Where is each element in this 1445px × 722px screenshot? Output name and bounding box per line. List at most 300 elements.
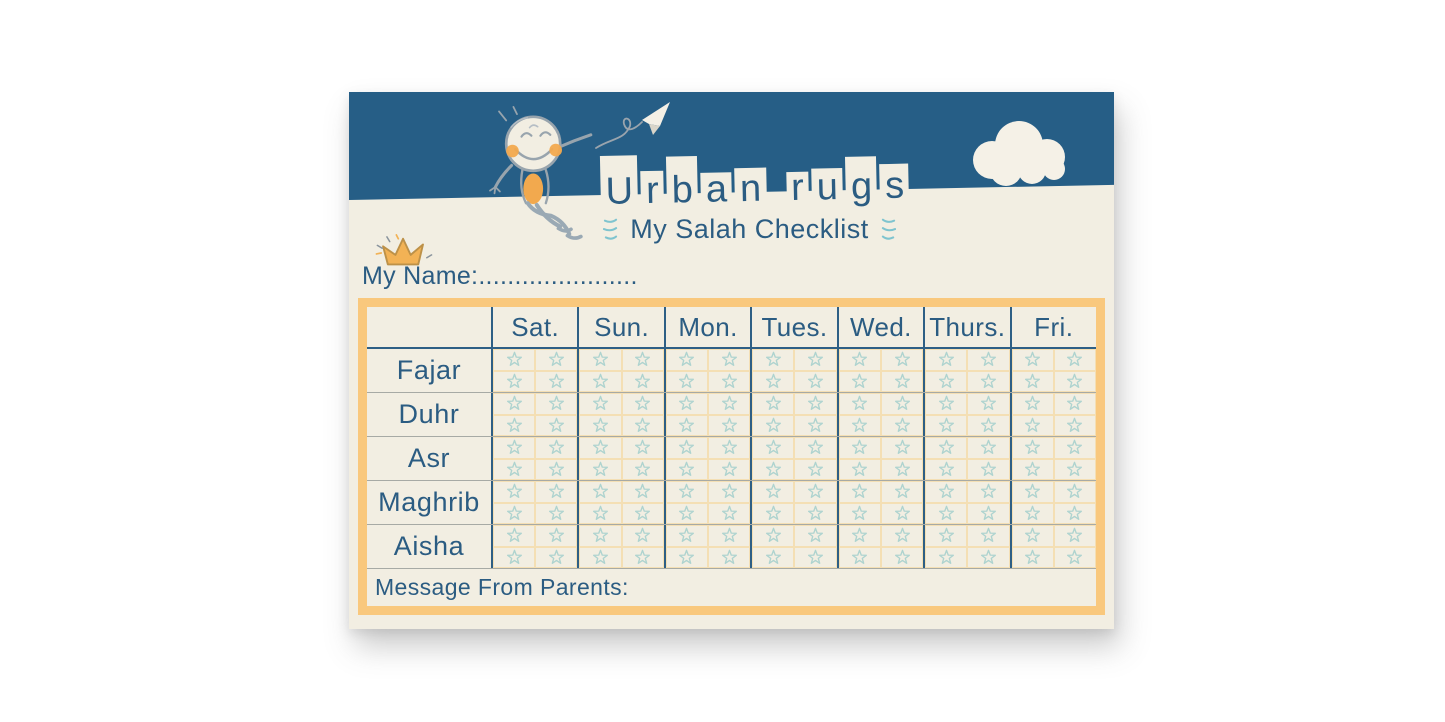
star-slot bbox=[1012, 547, 1054, 569]
star-outline-icon bbox=[1023, 350, 1042, 369]
star-slot bbox=[1054, 459, 1096, 481]
salah-table bbox=[358, 298, 1105, 615]
star-slot bbox=[752, 437, 794, 459]
star-outline-icon bbox=[850, 548, 869, 567]
star-slot bbox=[708, 415, 750, 437]
star-cell bbox=[750, 481, 836, 524]
star-outline-icon bbox=[505, 372, 524, 391]
star-slot bbox=[752, 481, 794, 503]
star-outline-icon bbox=[893, 394, 912, 413]
star-outline-icon bbox=[547, 394, 566, 413]
star-outline-icon bbox=[764, 548, 783, 567]
star-cell bbox=[664, 481, 750, 524]
star-slot bbox=[881, 349, 923, 371]
star-outline-icon bbox=[764, 460, 783, 479]
star-outline-icon bbox=[720, 460, 739, 479]
star-outline-icon bbox=[893, 416, 912, 435]
star-outline-icon bbox=[505, 416, 524, 435]
star-slot bbox=[1012, 437, 1054, 459]
my-name-label: My Name: bbox=[362, 262, 479, 290]
star-slot bbox=[666, 437, 708, 459]
star-slot bbox=[839, 481, 881, 503]
star-outline-icon bbox=[591, 372, 610, 391]
star-outline-icon bbox=[677, 504, 696, 523]
star-outline-icon bbox=[505, 460, 524, 479]
star-slot bbox=[1054, 415, 1096, 437]
star-slot bbox=[708, 349, 750, 371]
star-outline-icon bbox=[850, 526, 869, 545]
star-slot bbox=[493, 371, 535, 393]
logo-letter-block: s bbox=[880, 164, 910, 203]
star-slot bbox=[794, 525, 836, 547]
star-outline-icon bbox=[937, 548, 956, 567]
star-slot bbox=[967, 547, 1009, 569]
star-slot bbox=[708, 371, 750, 393]
star-slot bbox=[622, 349, 664, 371]
star-slot bbox=[1012, 481, 1054, 503]
star-slot bbox=[535, 349, 577, 371]
star-slot bbox=[579, 349, 621, 371]
star-outline-icon bbox=[677, 350, 696, 369]
star-outline-icon bbox=[1023, 504, 1042, 523]
star-slot bbox=[839, 459, 881, 481]
star-cell bbox=[1010, 349, 1096, 392]
star-slot bbox=[666, 349, 708, 371]
star-slot bbox=[881, 547, 923, 569]
star-outline-icon bbox=[937, 526, 956, 545]
star-outline-icon bbox=[677, 526, 696, 545]
salah-table-body bbox=[367, 307, 1096, 606]
star-outline-icon bbox=[893, 438, 912, 457]
star-outline-icon bbox=[633, 526, 652, 545]
star-cell bbox=[491, 481, 577, 524]
star-outline-icon bbox=[806, 548, 825, 567]
child-doodle-icon bbox=[481, 105, 598, 251]
star-outline-icon bbox=[806, 504, 825, 523]
star-outline-icon bbox=[547, 504, 566, 523]
star-slot bbox=[1054, 481, 1096, 503]
star-slot bbox=[967, 393, 1009, 415]
star-outline-icon bbox=[591, 394, 610, 413]
star-slot bbox=[752, 371, 794, 393]
star-slot bbox=[925, 481, 967, 503]
star-cell bbox=[923, 437, 1009, 480]
star-outline-icon bbox=[764, 372, 783, 391]
star-cell bbox=[750, 393, 836, 436]
star-cell bbox=[577, 481, 663, 524]
star-slot bbox=[1012, 503, 1054, 525]
star-outline-icon bbox=[937, 416, 956, 435]
star-slot bbox=[493, 437, 535, 459]
star-cell bbox=[837, 349, 923, 392]
day-header: Wed. bbox=[837, 307, 923, 347]
star-outline-icon bbox=[1065, 482, 1084, 501]
star-outline-icon bbox=[505, 350, 524, 369]
star-slot bbox=[666, 503, 708, 525]
star-slot bbox=[1054, 503, 1096, 525]
star-outline-icon bbox=[893, 526, 912, 545]
star-outline-icon bbox=[591, 526, 610, 545]
star-outline-icon bbox=[979, 350, 998, 369]
star-slot bbox=[579, 525, 621, 547]
star-outline-icon bbox=[893, 548, 912, 567]
star-slot bbox=[493, 481, 535, 503]
star-slot bbox=[752, 525, 794, 547]
star-outline-icon bbox=[505, 394, 524, 413]
star-slot bbox=[1012, 459, 1054, 481]
star-outline-icon bbox=[806, 438, 825, 457]
star-slot bbox=[535, 525, 577, 547]
star-slot bbox=[708, 459, 750, 481]
star-outline-icon bbox=[547, 416, 566, 435]
star-outline-icon bbox=[633, 416, 652, 435]
star-slot bbox=[925, 525, 967, 547]
star-outline-icon bbox=[806, 394, 825, 413]
star-outline-icon bbox=[547, 350, 566, 369]
logo-letter-block: U bbox=[600, 155, 639, 208]
star-cell bbox=[1010, 481, 1096, 524]
star-slot bbox=[881, 415, 923, 437]
star-slot bbox=[752, 415, 794, 437]
star-outline-icon bbox=[979, 416, 998, 435]
star-cell bbox=[750, 349, 836, 392]
star-outline-icon bbox=[591, 548, 610, 567]
star-outline-icon bbox=[720, 504, 739, 523]
star-slot bbox=[794, 415, 836, 437]
star-slot bbox=[794, 481, 836, 503]
star-outline-icon bbox=[979, 482, 998, 501]
star-outline-icon bbox=[764, 394, 783, 413]
star-cell bbox=[1010, 525, 1096, 568]
star-outline-icon bbox=[720, 482, 739, 501]
star-outline-icon bbox=[633, 548, 652, 567]
star-outline-icon bbox=[1023, 548, 1042, 567]
star-slot bbox=[881, 437, 923, 459]
star-outline-icon bbox=[677, 438, 696, 457]
star-slot bbox=[881, 459, 923, 481]
star-outline-icon bbox=[850, 438, 869, 457]
star-slot bbox=[794, 503, 836, 525]
star-cell bbox=[491, 349, 577, 392]
star-slot bbox=[881, 525, 923, 547]
star-outline-icon bbox=[547, 548, 566, 567]
prayer-label: Duhr bbox=[398, 399, 460, 429]
logo-letter-block: r bbox=[641, 171, 664, 207]
star-cell bbox=[837, 393, 923, 436]
star-outline-icon bbox=[720, 548, 739, 567]
star-slot bbox=[794, 547, 836, 569]
star-outline-icon bbox=[850, 394, 869, 413]
star-slot bbox=[622, 437, 664, 459]
star-slot bbox=[493, 349, 535, 371]
star-slot bbox=[493, 415, 535, 437]
star-cell bbox=[837, 437, 923, 480]
star-slot bbox=[493, 393, 535, 415]
star-outline-icon bbox=[1023, 460, 1042, 479]
star-outline-icon bbox=[806, 372, 825, 391]
star-outline-icon bbox=[720, 526, 739, 545]
star-outline-icon bbox=[591, 416, 610, 435]
star-slot bbox=[794, 349, 836, 371]
prayer-label: Fajar bbox=[396, 355, 462, 385]
star-outline-icon bbox=[547, 460, 566, 479]
star-outline-icon bbox=[505, 504, 524, 523]
star-slot bbox=[708, 547, 750, 569]
star-slot bbox=[535, 371, 577, 393]
star-slot bbox=[1054, 371, 1096, 393]
star-outline-icon bbox=[979, 394, 998, 413]
star-slot bbox=[622, 393, 664, 415]
message-row bbox=[367, 569, 1096, 606]
star-slot bbox=[925, 415, 967, 437]
star-outline-icon bbox=[806, 416, 825, 435]
star-outline-icon bbox=[1065, 526, 1084, 545]
star-slot bbox=[752, 459, 794, 481]
logo-letter-block: g bbox=[845, 156, 877, 203]
star-slot bbox=[794, 371, 836, 393]
star-slot bbox=[535, 393, 577, 415]
star-slot bbox=[967, 371, 1009, 393]
star-slot bbox=[666, 459, 708, 481]
star-slot bbox=[1012, 371, 1054, 393]
star-outline-icon bbox=[633, 460, 652, 479]
star-outline-icon bbox=[1065, 350, 1084, 369]
star-outline-icon bbox=[937, 350, 956, 369]
star-outline-icon bbox=[1065, 438, 1084, 457]
star-cell bbox=[1010, 393, 1096, 436]
star-outline-icon bbox=[1023, 394, 1042, 413]
star-outline-icon bbox=[1065, 460, 1084, 479]
star-slot bbox=[794, 393, 836, 415]
star-outline-icon bbox=[1023, 372, 1042, 391]
star-slot bbox=[1054, 525, 1096, 547]
day-header: Mon. bbox=[664, 307, 750, 347]
star-slot bbox=[967, 415, 1009, 437]
star-outline-icon bbox=[850, 460, 869, 479]
star-outline-icon bbox=[677, 482, 696, 501]
star-slot bbox=[1012, 349, 1054, 371]
star-outline-icon bbox=[979, 526, 998, 545]
star-slot bbox=[839, 393, 881, 415]
star-outline-icon bbox=[633, 350, 652, 369]
star-outline-icon bbox=[937, 482, 956, 501]
star-outline-icon bbox=[1023, 526, 1042, 545]
star-slot bbox=[839, 503, 881, 525]
logo-letter-block: r bbox=[786, 172, 809, 204]
star-slot bbox=[967, 349, 1009, 371]
star-slot bbox=[752, 503, 794, 525]
star-outline-icon bbox=[1023, 416, 1042, 435]
star-outline-icon bbox=[720, 438, 739, 457]
corner-cell bbox=[367, 307, 491, 347]
star-outline-icon bbox=[893, 504, 912, 523]
star-outline-icon bbox=[633, 504, 652, 523]
star-outline-icon bbox=[591, 438, 610, 457]
day-header: Thurs. bbox=[923, 307, 1009, 347]
star-outline-icon bbox=[677, 548, 696, 567]
star-cell bbox=[923, 481, 1009, 524]
star-outline-icon bbox=[850, 416, 869, 435]
logo-letter-block: a bbox=[701, 172, 733, 206]
star-slot bbox=[622, 547, 664, 569]
star-slot bbox=[839, 349, 881, 371]
star-outline-icon bbox=[677, 372, 696, 391]
star-slot bbox=[881, 371, 923, 393]
star-slot bbox=[925, 503, 967, 525]
star-slot bbox=[708, 503, 750, 525]
star-slot bbox=[622, 371, 664, 393]
star-slot bbox=[579, 459, 621, 481]
star-slot bbox=[752, 349, 794, 371]
star-outline-icon bbox=[764, 350, 783, 369]
star-slot bbox=[925, 371, 967, 393]
day-header: Fri. bbox=[1010, 307, 1096, 347]
star-outline-icon bbox=[633, 438, 652, 457]
star-slot bbox=[579, 437, 621, 459]
star-slot bbox=[493, 459, 535, 481]
star-outline-icon bbox=[633, 394, 652, 413]
star-outline-icon bbox=[505, 482, 524, 501]
cloud-icon bbox=[962, 112, 1074, 190]
star-cell bbox=[491, 437, 577, 480]
star-slot bbox=[493, 503, 535, 525]
star-outline-icon bbox=[1065, 416, 1084, 435]
star-cell bbox=[577, 525, 663, 568]
star-outline-icon bbox=[1065, 372, 1084, 391]
star-outline-icon bbox=[893, 350, 912, 369]
star-outline-icon bbox=[720, 372, 739, 391]
star-outline-icon bbox=[806, 350, 825, 369]
prayer-row bbox=[367, 525, 1096, 569]
star-outline-icon bbox=[764, 482, 783, 501]
star-slot bbox=[1054, 393, 1096, 415]
star-slot bbox=[579, 547, 621, 569]
star-cell bbox=[837, 525, 923, 568]
day-header: Sat. bbox=[491, 307, 577, 347]
star-slot bbox=[1012, 525, 1054, 547]
logo-letter-block: n bbox=[735, 168, 767, 206]
star-slot bbox=[752, 393, 794, 415]
salah-checklist-poster bbox=[349, 92, 1114, 629]
star-slot bbox=[1012, 415, 1054, 437]
poster-subtitle: My Salah Checklist bbox=[630, 214, 869, 244]
star-outline-icon bbox=[547, 526, 566, 545]
star-outline-icon bbox=[1065, 394, 1084, 413]
star-outline-icon bbox=[893, 372, 912, 391]
star-outline-icon bbox=[677, 394, 696, 413]
prayer-row bbox=[367, 349, 1096, 393]
star-slot bbox=[622, 415, 664, 437]
star-outline-icon bbox=[505, 526, 524, 545]
star-outline-icon bbox=[677, 416, 696, 435]
star-slot bbox=[493, 547, 535, 569]
star-slot bbox=[535, 547, 577, 569]
star-slot bbox=[967, 481, 1009, 503]
logo-letter-block: u bbox=[811, 168, 843, 204]
star-slot bbox=[1012, 393, 1054, 415]
star-outline-icon bbox=[937, 372, 956, 391]
star-slot bbox=[493, 525, 535, 547]
star-slot bbox=[579, 415, 621, 437]
sparkle-accent-icon bbox=[881, 216, 896, 244]
star-outline-icon bbox=[1023, 438, 1042, 457]
star-cell bbox=[491, 393, 577, 436]
star-slot bbox=[967, 437, 1009, 459]
star-cell bbox=[577, 393, 663, 436]
star-outline-icon bbox=[937, 438, 956, 457]
star-outline-icon bbox=[979, 504, 998, 523]
day-header: Tues. bbox=[750, 307, 836, 347]
prayer-row bbox=[367, 393, 1096, 437]
star-cell bbox=[923, 349, 1009, 392]
star-outline-icon bbox=[633, 482, 652, 501]
star-slot bbox=[967, 459, 1009, 481]
star-outline-icon bbox=[547, 482, 566, 501]
star-slot bbox=[708, 525, 750, 547]
star-slot bbox=[579, 503, 621, 525]
star-slot bbox=[535, 437, 577, 459]
star-slot bbox=[666, 525, 708, 547]
star-slot bbox=[622, 481, 664, 503]
star-slot bbox=[535, 503, 577, 525]
star-outline-icon bbox=[764, 438, 783, 457]
star-outline-icon bbox=[1023, 482, 1042, 501]
star-outline-icon bbox=[720, 350, 739, 369]
star-outline-icon bbox=[979, 548, 998, 567]
star-outline-icon bbox=[850, 350, 869, 369]
star-outline-icon bbox=[937, 394, 956, 413]
star-outline-icon bbox=[505, 548, 524, 567]
star-slot bbox=[881, 481, 923, 503]
star-slot bbox=[1054, 349, 1096, 371]
star-outline-icon bbox=[720, 394, 739, 413]
star-slot bbox=[967, 525, 1009, 547]
star-outline-icon bbox=[979, 438, 998, 457]
star-outline-icon bbox=[850, 504, 869, 523]
star-slot bbox=[925, 393, 967, 415]
star-outline-icon bbox=[806, 482, 825, 501]
star-slot bbox=[535, 415, 577, 437]
star-slot bbox=[752, 547, 794, 569]
star-slot bbox=[666, 481, 708, 503]
star-slot bbox=[839, 371, 881, 393]
star-slot bbox=[925, 349, 967, 371]
prayer-label: Maghrib bbox=[378, 487, 480, 517]
star-slot bbox=[881, 393, 923, 415]
star-slot bbox=[925, 547, 967, 569]
star-outline-icon bbox=[591, 482, 610, 501]
star-outline-icon bbox=[806, 460, 825, 479]
star-outline-icon bbox=[547, 438, 566, 457]
star-slot bbox=[708, 481, 750, 503]
star-slot bbox=[579, 393, 621, 415]
star-outline-icon bbox=[591, 460, 610, 479]
day-header: Sun. bbox=[577, 307, 663, 347]
star-cell bbox=[750, 437, 836, 480]
star-slot bbox=[839, 415, 881, 437]
star-slot bbox=[622, 525, 664, 547]
star-cell bbox=[664, 393, 750, 436]
star-slot bbox=[622, 459, 664, 481]
star-cell bbox=[923, 525, 1009, 568]
prayer-row bbox=[367, 437, 1096, 481]
star-outline-icon bbox=[764, 526, 783, 545]
star-outline-icon bbox=[850, 372, 869, 391]
star-slot bbox=[1054, 547, 1096, 569]
star-slot bbox=[666, 393, 708, 415]
prayer-label: Aisha bbox=[393, 531, 465, 561]
star-cell bbox=[1010, 437, 1096, 480]
